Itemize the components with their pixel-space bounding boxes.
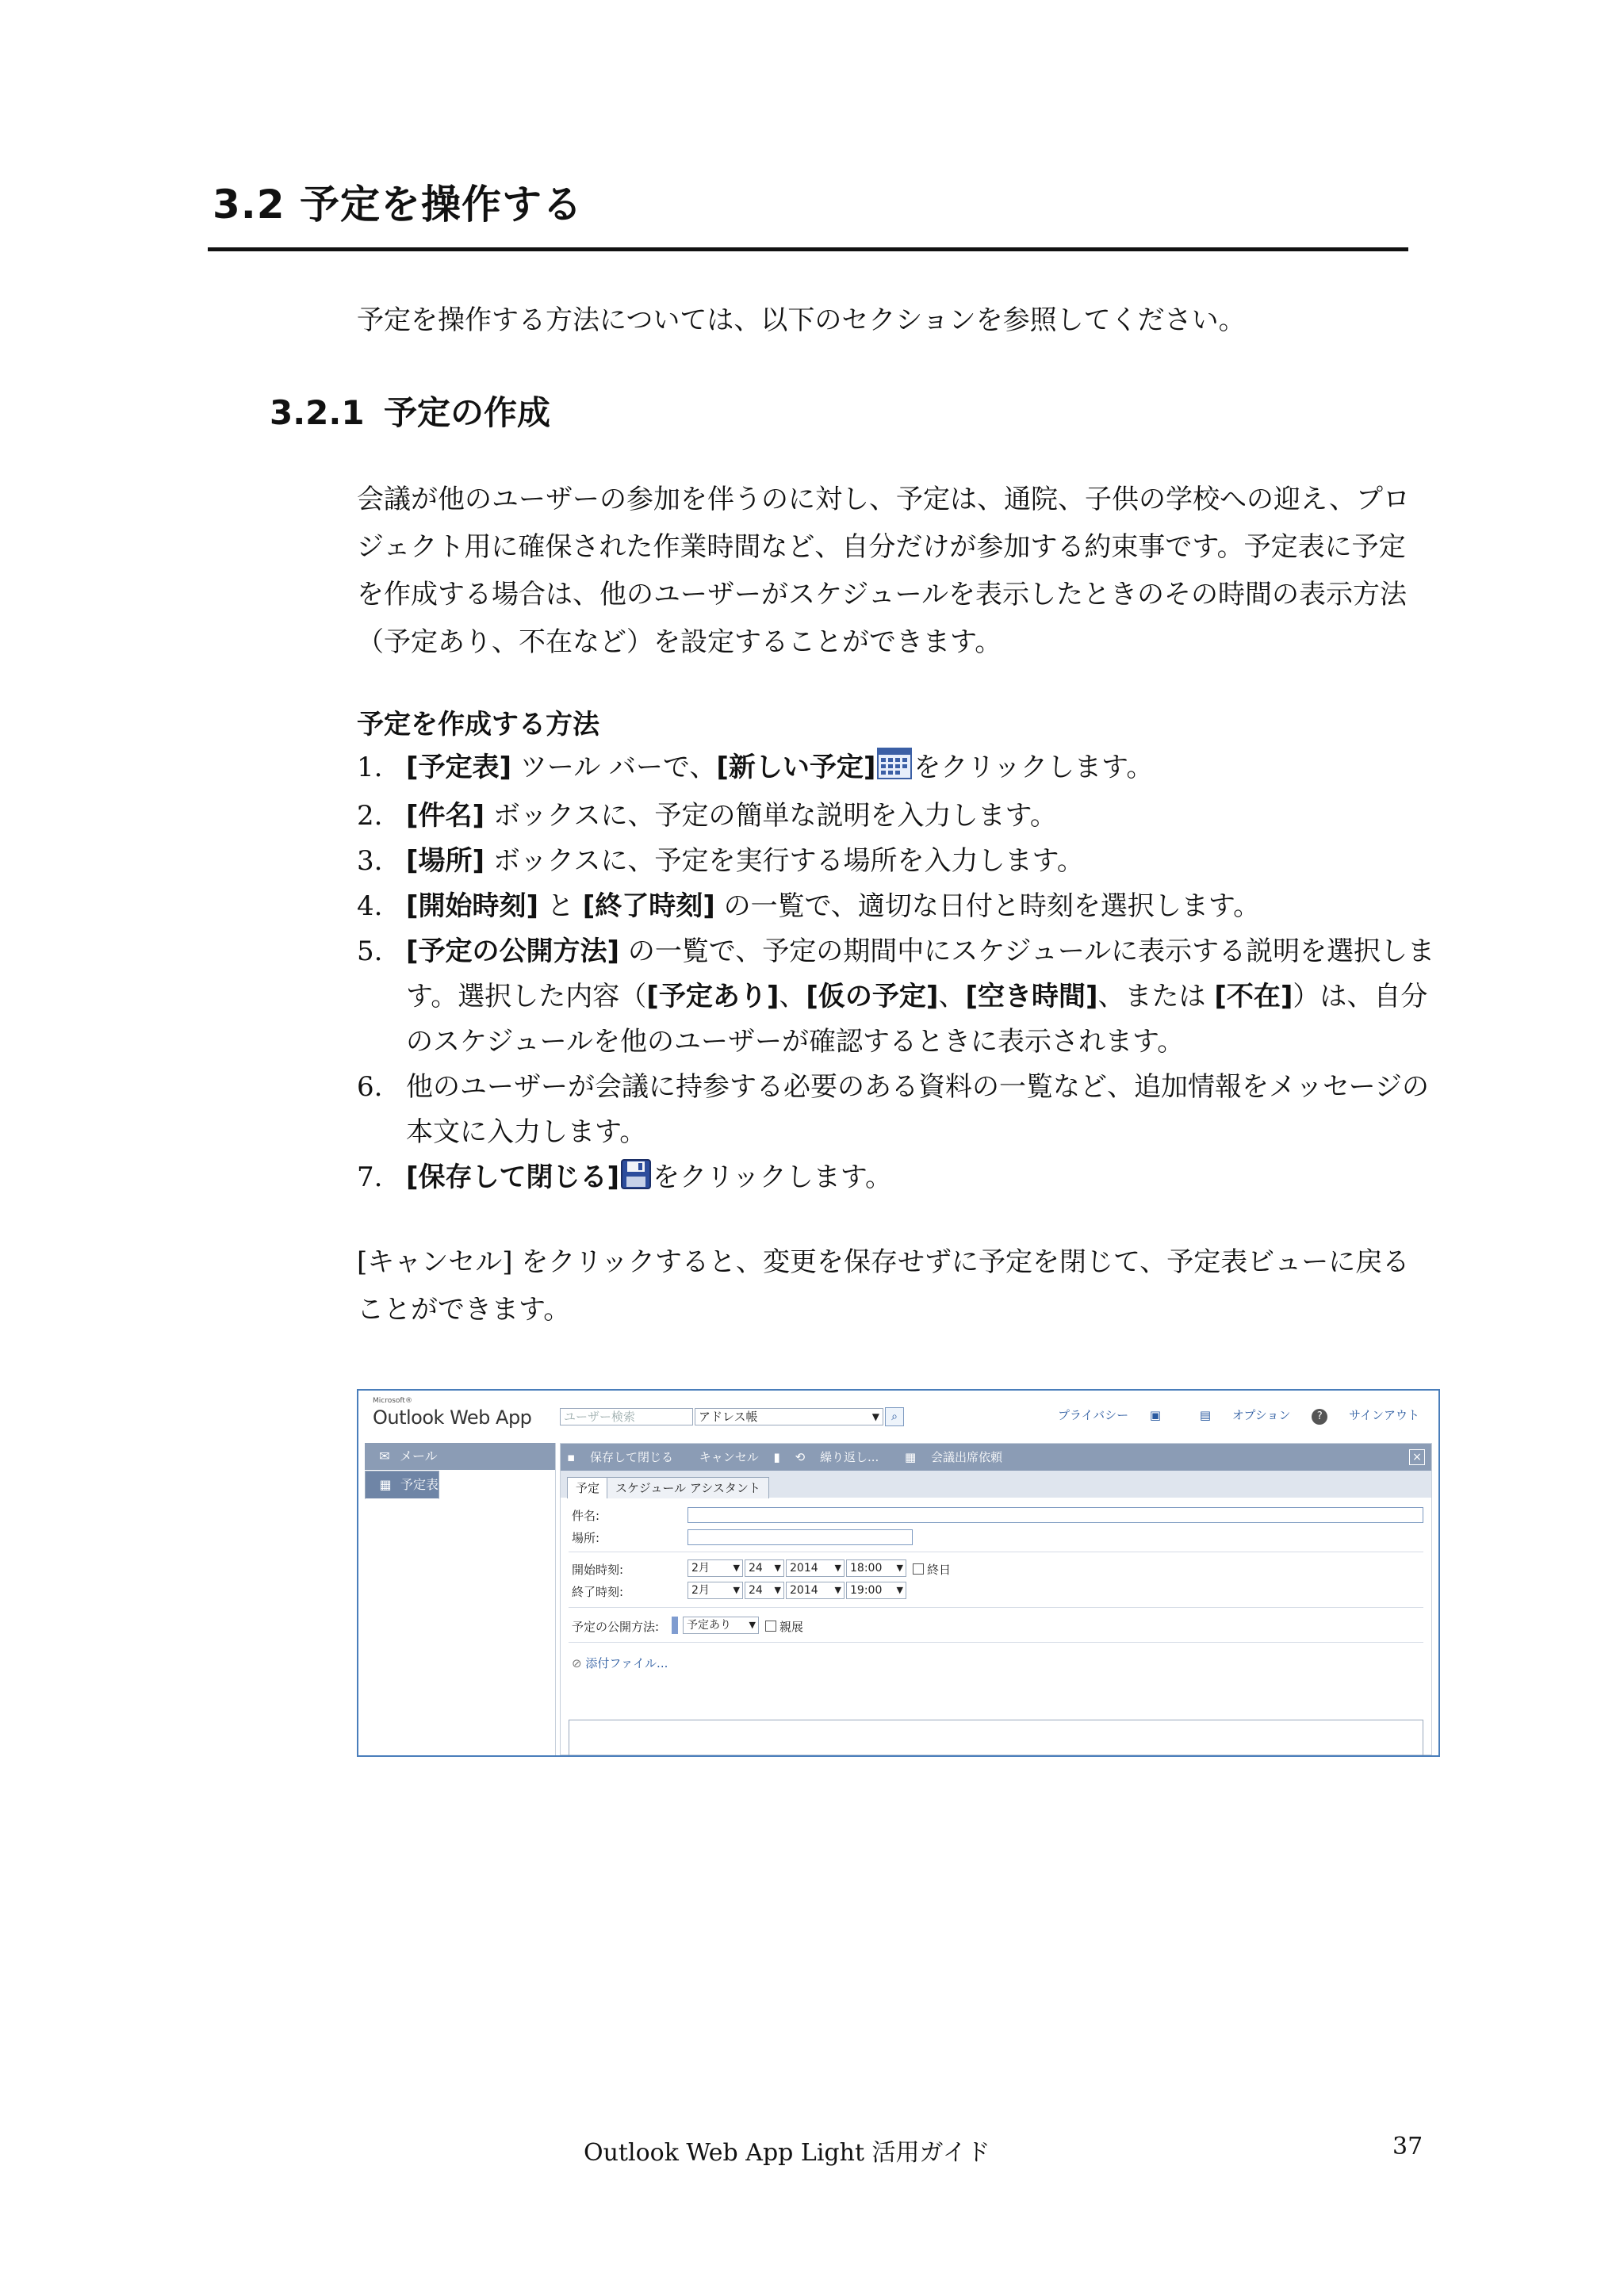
location-field[interactable]	[688, 1529, 913, 1545]
attach-label: 添付ファイル...	[585, 1656, 668, 1670]
step-bold: [終了時刻]	[582, 890, 715, 922]
save-close-button[interactable]	[567, 1450, 684, 1464]
nav-mail-label: メール	[400, 1448, 438, 1464]
options-link[interactable]	[1182, 1408, 1291, 1422]
title-rule	[208, 247, 1408, 251]
step-text: をクリックします。	[653, 1161, 892, 1193]
end-time-value: 19:00	[850, 1584, 883, 1597]
start-day-value: 24	[749, 1562, 763, 1575]
owa-screenshot	[357, 1389, 1440, 1757]
mail-icon: ✉	[379, 1448, 390, 1464]
start-time-value: 18:00	[850, 1562, 883, 1575]
body-paragraph: 会議が他のユーザーの参加を伴うのに対し、予定は、通院、子供の学校への迎え、プロジェクト用に確保された作業時間など、自分だけが参加する約束事です。予定表に予定を作成する場合は、他のユーザーがスケジュールを表示したときのその時間の表示方法（予定あり、不在など）を設定することができます。	[357, 484, 1411, 658]
chevron-down-icon: ▼	[749, 1620, 756, 1630]
chevron-down-icon: ▼	[774, 1585, 781, 1595]
section-number: 3.2.1	[270, 393, 365, 432]
start-month-select[interactable]	[688, 1559, 743, 1577]
divider	[569, 1607, 1423, 1608]
chevron-down-icon: ▼	[733, 1563, 740, 1573]
attach-file-link[interactable]	[572, 1655, 668, 1671]
end-time-label: 終了時刻:	[572, 1585, 624, 1599]
checkbox-box	[765, 1621, 776, 1632]
start-month-value: 2月	[691, 1562, 710, 1575]
end-year-select[interactable]	[786, 1582, 845, 1599]
recurrence-icon: ⟲	[795, 1450, 806, 1464]
end-month-select[interactable]	[688, 1582, 743, 1599]
recurrence-label: 繰り返し...	[819, 1450, 879, 1464]
chevron-down-icon: ▼	[896, 1585, 903, 1595]
step-text: の一覧で、適切な日付と時刻を選択します。	[714, 890, 1261, 922]
form-tabs	[561, 1471, 1431, 1498]
brand-logo: Outlook Web App	[373, 1406, 532, 1429]
step-bold: [予定表]	[406, 752, 512, 783]
step-bold: [新しい予定]	[716, 752, 876, 783]
brand-small: Microsoft®	[373, 1397, 412, 1405]
step-text: ツール バーで、	[511, 752, 717, 783]
end-year-value: 2014	[790, 1584, 818, 1597]
footer-title: Outlook Web App Light 活用ガイド	[584, 2139, 990, 2167]
end-day-value: 24	[749, 1584, 763, 1597]
chevron-down-icon: ▼	[834, 1585, 841, 1595]
message-body-textarea[interactable]	[569, 1720, 1423, 1756]
step-2	[357, 794, 1435, 839]
address-book-label: アドレス帳	[699, 1410, 758, 1424]
step-number: 5.	[357, 936, 383, 967]
show-as-select[interactable]	[683, 1617, 759, 1634]
step-text: 、	[938, 981, 966, 1012]
step-number: 4.	[357, 890, 383, 922]
start-time-select[interactable]	[846, 1559, 906, 1577]
step-bold: [開始時刻]	[406, 890, 539, 922]
step-text: ボックスに、予定を実行する場所を入力します。	[485, 845, 1084, 877]
step-text: ボックスに、予定の簡単な説明を入力します。	[485, 800, 1057, 832]
tab-scheduling-assistant[interactable]: スケジュール アシスタント	[607, 1477, 769, 1498]
private-label: 親展	[779, 1620, 804, 1634]
page-title: 3.2 予定を操作する	[213, 182, 583, 228]
nav-pane	[365, 1443, 556, 1755]
step-text: をクリックします。	[914, 752, 1154, 783]
private-checkbox[interactable]	[765, 1618, 803, 1635]
step-text: 他のユーザーが会議に持参する必要のある資料の一覧など、追加情報をメッセージの本文に入力します。	[406, 1071, 1429, 1148]
save-close-label: 保存して閉じる	[589, 1450, 673, 1464]
signout-link[interactable]: サインアウト	[1349, 1408, 1419, 1422]
start-time-label: 開始時刻:	[572, 1563, 624, 1577]
section-heading	[270, 387, 550, 434]
top-links	[1040, 1406, 1419, 1425]
step-text: 、	[779, 981, 806, 1012]
search-icon: ⌕	[891, 1410, 898, 1423]
step-number: 6.	[357, 1071, 383, 1103]
invite-button[interactable]	[905, 1450, 1013, 1464]
invite-icon: ▦	[905, 1450, 917, 1464]
new-appointment-icon	[877, 748, 912, 794]
save-icon: ▪	[567, 1450, 576, 1464]
step-bold: [場所]	[406, 845, 485, 877]
step-text: の一覧で、予定の期間中にスケジュールに表示する説明を選択します。選択した内容（	[406, 936, 1435, 1012]
chevron-down-icon: ▼	[834, 1563, 841, 1573]
location-label: 場所:	[572, 1531, 600, 1545]
invite-label: 会議出席依頼	[931, 1450, 1003, 1464]
form-toolbar	[561, 1444, 1431, 1471]
chevron-down-icon: ▼	[774, 1563, 781, 1573]
tab-appointment[interactable]: 予定	[567, 1477, 608, 1498]
calendar-icon: ▦	[379, 1477, 392, 1492]
chevron-down-icon: ▼	[871, 1411, 879, 1422]
step-7	[357, 1155, 1435, 1203]
step-bold: [予定の公開方法]	[406, 936, 620, 967]
start-day-select[interactable]	[745, 1559, 784, 1577]
help-icon[interactable]: ?	[1312, 1409, 1327, 1425]
start-year-value: 2014	[790, 1562, 818, 1575]
subject-label: 件名:	[572, 1509, 600, 1523]
cancel-note: [キャンセル] をクリックすると、変更を保存せずに予定を閉じて、予定表ビューに戻ることができます。	[357, 1246, 1410, 1326]
step-6	[357, 1065, 1435, 1155]
step-text: と	[538, 890, 583, 922]
cancel-button[interactable]: キャンセル	[699, 1450, 759, 1464]
address-book-icon[interactable]: ▣	[1149, 1408, 1162, 1422]
page-number: 37	[1392, 2133, 1423, 2160]
intro-text: 予定を操作する方法については、以下のセクションを参照してください。	[357, 304, 1246, 336]
start-year-select[interactable]	[786, 1559, 845, 1577]
close-icon[interactable]: ×	[1409, 1449, 1425, 1465]
delete-icon[interactable]: ▮	[773, 1450, 780, 1464]
steps-list	[357, 745, 1435, 1203]
show-as-value: 予定あり	[687, 1619, 731, 1632]
step-bold: [仮の予定]	[806, 981, 939, 1012]
paperclip-icon: ⊘	[572, 1656, 582, 1670]
all-day-checkbox[interactable]	[913, 1561, 951, 1578]
step-bold: [空き時間]	[965, 981, 1098, 1012]
recurrence-button[interactable]	[795, 1450, 891, 1464]
step-4	[357, 884, 1435, 929]
nav-item-calendar[interactable]	[365, 1471, 439, 1499]
howto-heading: 予定を作成する方法	[357, 709, 599, 740]
step-number: 7.	[357, 1161, 383, 1193]
options-label: オプション	[1231, 1408, 1291, 1422]
section-title: 予定の作成	[384, 393, 551, 432]
nav-calendar-label: 予定表	[400, 1477, 439, 1492]
save-icon	[621, 1158, 651, 1203]
step-1	[357, 745, 1435, 794]
end-time-select[interactable]	[846, 1582, 906, 1599]
options-icon: ▤	[1199, 1408, 1212, 1422]
search-button[interactable]	[885, 1407, 904, 1426]
step-number: 2.	[357, 800, 383, 832]
step-5	[357, 929, 1435, 1065]
step-3	[357, 839, 1435, 884]
step-number: 1.	[357, 752, 383, 783]
address-book-select[interactable]	[695, 1408, 883, 1425]
divider	[569, 1642, 1423, 1643]
form-body	[561, 1499, 1431, 1755]
step-bold: [予定あり]	[646, 981, 779, 1012]
step-text: ）は、自分のスケジュールを他のユーザーが確認するときに表示されます。	[406, 981, 1428, 1058]
subject-field[interactable]	[688, 1507, 1423, 1523]
all-day-label: 終日	[927, 1563, 952, 1577]
privacy-link[interactable]: プライバシー	[1057, 1408, 1129, 1422]
chevron-down-icon: ▼	[733, 1585, 740, 1595]
user-search-input[interactable]: ユーザー検索	[560, 1408, 693, 1425]
step-number: 3.	[357, 845, 383, 877]
show-as-label: 予定の公開方法:	[572, 1620, 660, 1634]
appointment-form-pane	[560, 1443, 1432, 1755]
end-month-value: 2月	[691, 1584, 710, 1597]
busy-status-color	[672, 1617, 678, 1634]
owa-header	[358, 1391, 1438, 1440]
step-text: 、または	[1097, 981, 1215, 1012]
end-day-select[interactable]	[745, 1582, 784, 1599]
chevron-down-icon: ▼	[896, 1563, 903, 1573]
step-bold: [不在]	[1214, 981, 1293, 1012]
checkbox-box	[913, 1563, 924, 1575]
step-bold: [保存して閉じる]	[406, 1161, 620, 1193]
step-bold: [件名]	[406, 800, 485, 832]
nav-item-mail[interactable]	[365, 1443, 555, 1471]
